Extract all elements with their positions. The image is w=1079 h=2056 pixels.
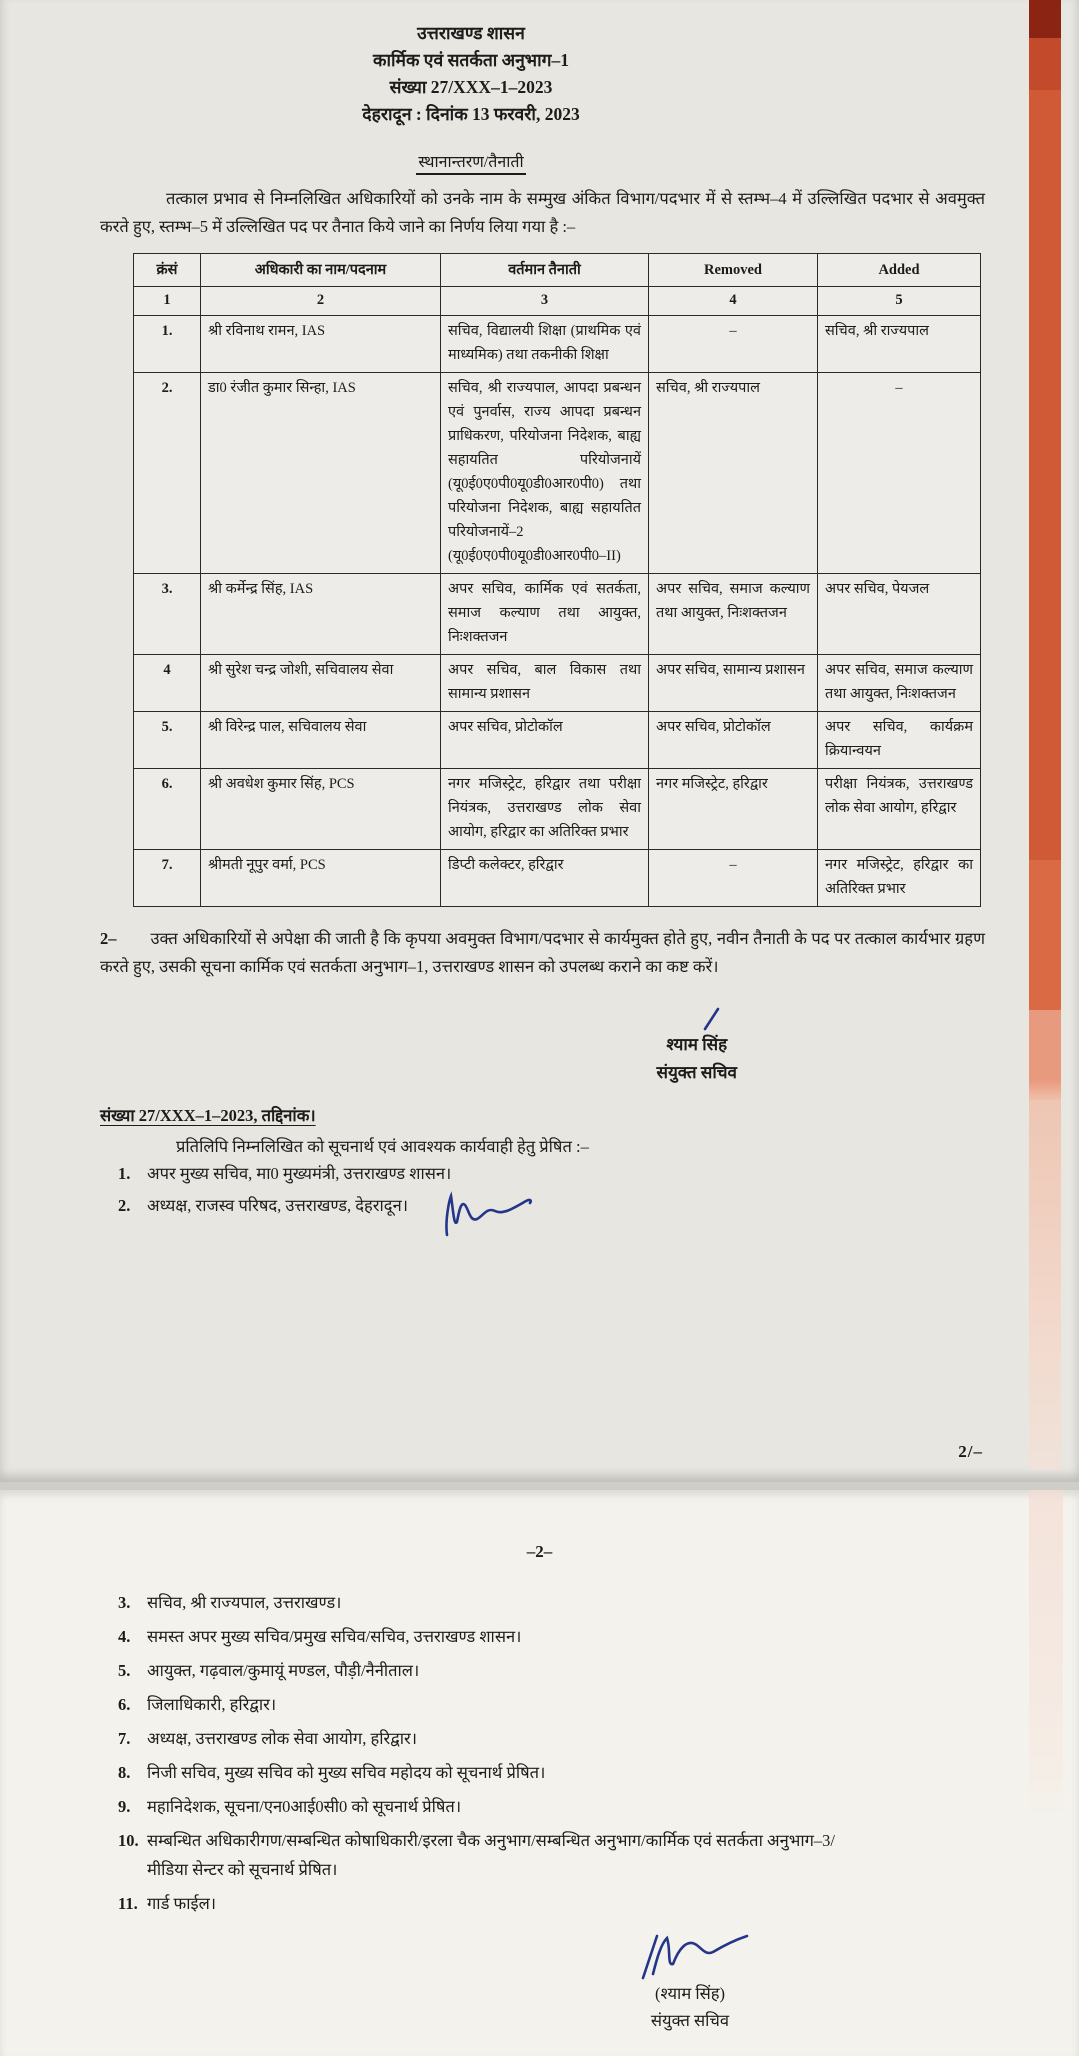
transfer-table — [133, 253, 981, 907]
row-sno: 6. — [134, 769, 201, 850]
current-posting: अपर सचिव, प्रोटोकॉल — [441, 712, 649, 769]
copy-item — [100, 1889, 979, 1918]
table-row — [134, 655, 981, 712]
page-2 — [0, 1490, 1079, 2056]
signature-squiggle-icon — [442, 1191, 538, 1239]
copy-item-number: 7. — [118, 1729, 131, 1748]
added-posting: अपर सचिव, कार्यक्रम क्रियान्वयन — [818, 712, 981, 769]
column-number-row — [134, 287, 981, 316]
col-number: 2 — [201, 287, 441, 316]
removed-posting: – — [649, 850, 818, 907]
page-corner-annotation: 2/– — [958, 1442, 983, 1461]
added-posting: – — [818, 373, 981, 574]
signature-squiggle-icon — [639, 1928, 751, 1980]
signatory-title: संयुक्त सचिव — [656, 1063, 737, 1082]
added-posting: नगर मजिस्ट्रेट, हरिद्वार का अतिरिक्त प्रभार — [818, 850, 981, 907]
opening-paragraph: तत्काल प्रभाव से निम्नलिखित अधिकारियों को उनके नाम के सम्मुख अंकित विभाग/पदभार में से स्तम्भ–4 में उल्लिखित पदभार से अवमुक्त करते हुए, स्तम्भ–5 में उल्लिखित पद पर तैनात किये जाने का निर्णय लिया गया है :– — [100, 189, 985, 236]
copy-item-text: सम्बन्धित अधिकारीगण/सम्बन्धित कोषाधिकारी/इरला चैक अनुभाग/सम्बन्धित अनुभाग/कार्मिक एवं सतर्कता अनुभाग–3/मीडिया सेन्टर को सूचनार्थ प्रेषित। — [147, 1831, 835, 1879]
copy-item-number: 11. — [118, 1894, 138, 1913]
signatory-name: (श्याम सिंह) — [654, 1984, 726, 2003]
row-sno: 2. — [134, 373, 201, 574]
removed-posting: – — [649, 316, 818, 373]
copy-item — [100, 1792, 979, 1821]
org-name: उत्तराखण्ड शासन — [417, 23, 525, 43]
closing-paragraph — [100, 925, 985, 981]
copy-item-number: 1. — [118, 1164, 131, 1183]
table-row — [134, 316, 981, 373]
copy-distribution-line: प्रतिलिपि निम्नलिखित को सूचनार्थ एवं आवश्यक कार्यवाही हेतु प्रेषित :– — [176, 1137, 589, 1156]
place-date: देहरादून : दिनांक 13 फरवरी, 2023 — [362, 104, 580, 124]
paragraph-number: 2– — [100, 929, 117, 948]
doc-header — [100, 20, 842, 128]
copy-item-number: 2. — [118, 1196, 131, 1215]
officer-name: श्री कर्मेन्द्र सिंह, IAS — [201, 574, 441, 655]
current-posting: सचिव, श्री राज्यपाल, आपदा प्रबन्धन एवं पुनर्वास, राज्य आपदा प्रबन्धन प्राधिकरण, परियोजना निदेशक, बाह्य सहायतित परियोजनायें (यू0ई0ए0पी0यू0डी0आर0पी0) तथा परियोजना निदेशक, बाह्य सहायतित परियोजनायें–2 (यू0ई0ए0पी0यू0डी0आर0पी0–II) — [441, 373, 649, 574]
officer-name: डा0 रंजीत कुमार सिन्हा, IAS — [201, 373, 441, 574]
officer-name: श्री विरेन्द्र पाल, सचिवालय सेवा — [201, 712, 441, 769]
current-posting: अपर सचिव, बाल विकास तथा सामान्य प्रशासन — [441, 655, 649, 712]
officer-name: श्री अवधेश कुमार सिंह, PCS — [201, 769, 441, 850]
added-posting: अपर सचिव, पेयजल — [818, 574, 981, 655]
copy-item-text: समस्त अपर मुख्य सचिव/प्रमुख सचिव/सचिव, उत्तराखण्ड शासन। — [147, 1627, 522, 1646]
current-posting: सचिव, विद्यालयी शिक्षा (प्राथमिक एवं माध्यमिक) तथा तकनीकी शिक्षा — [441, 316, 649, 373]
table-row — [134, 769, 981, 850]
officer-name: श्रीमती नूपुर वर्मा, PCS — [201, 850, 441, 907]
copy-item-text: अध्यक्ष, राजस्व परिषद, उत्तराखण्ड, देहरादून। — [147, 1196, 408, 1215]
removed-posting: अपर सचिव, प्रोटोकॉल — [649, 712, 818, 769]
doc-subject: स्थानान्तरण/तैनाती — [416, 150, 525, 175]
col-header-added: Added — [818, 254, 981, 287]
officer-name: श्री रविनाथ रामन, IAS — [201, 316, 441, 373]
copy-item-text: निजी सचिव, मुख्य सचिव को मुख्य सचिव महोदय को सूचनार्थ प्रेषित। — [147, 1763, 546, 1782]
copy-item-number: 4. — [118, 1627, 131, 1646]
col-number: 5 — [818, 287, 981, 316]
removed-posting: अपर सचिव, समाज कल्याण तथा आयुक्त, निःशक्तजन — [649, 574, 818, 655]
dept-name: कार्मिक एवं सतर्कता अनुभाग–1 — [373, 50, 569, 70]
col-header-current: वर्तमान तैनाती — [441, 254, 649, 287]
row-sno: 5. — [134, 712, 201, 769]
copy-item — [100, 1724, 979, 1753]
removed-posting: सचिव, श्री राज्यपाल — [649, 373, 818, 574]
row-sno: 4 — [134, 655, 201, 712]
copy-item-text: जिलाधिकारी, हरिद्वार। — [147, 1695, 277, 1714]
table-row — [134, 574, 981, 655]
page-2-content — [0, 1490, 1079, 2034]
copy-item-number: 3. — [118, 1593, 131, 1612]
current-posting: डिप्टी कलेक्टर, हरिद्वार — [441, 850, 649, 907]
closing-paragraph-text: उक्त अधिकारियों से अपेक्षा की जाती है कि कृपया अवमुक्त विभाग/पदभार से कार्यमुक्त होते हुए, नवीन तैनाती के पद पर तत्काल कार्यभार ग्रहण करते हुए, उसकी सूचना कार्मिक एवं सतर्कता अनुभाग–1, उत्तराखण्ड शासन को उपलब्ध कराने का कष्ट करें। — [100, 929, 985, 976]
signature-block-2 — [629, 1928, 751, 2034]
table-header-row — [134, 254, 981, 287]
order-number: संख्या 27/XXX–1–2023 — [389, 77, 553, 97]
current-posting: अपर सचिव, कार्मिक एवं सतर्कता, समाज कल्याण तथा आयुक्त, निःशक्तजन — [441, 574, 649, 655]
copy-item — [100, 1826, 979, 1884]
copy-item-number: 5. — [118, 1661, 131, 1680]
copy-item — [100, 1656, 979, 1685]
col-header-removed: Removed — [649, 254, 818, 287]
row-sno: 1. — [134, 316, 201, 373]
row-sno: 7. — [134, 850, 201, 907]
removed-posting: अपर सचिव, सामान्य प्रशासन — [649, 655, 818, 712]
copy-item-number: 10. — [118, 1831, 139, 1850]
copy-item — [100, 1622, 979, 1651]
subject-wrap — [100, 128, 842, 175]
signature-block-1 — [656, 1007, 737, 1087]
copy-item — [100, 1191, 985, 1239]
copy-item-text: सचिव, श्री राज्यपाल, उत्तराखण्ड। — [147, 1593, 342, 1612]
added-posting: अपर सचिव, समाज कल्याण तथा आयुक्त, निःशक्तजन — [818, 655, 981, 712]
signatory-name: श्याम सिंह — [666, 1035, 728, 1054]
copy-item-number: 9. — [118, 1797, 131, 1816]
signatory-title: संयुक्त सचिव — [650, 2011, 730, 2030]
copy-item — [100, 1690, 979, 1719]
copy-item-number: 6. — [118, 1695, 131, 1714]
officer-name: श्री सुरेश चन्द्र जोशी, सचिवालय सेवा — [201, 655, 441, 712]
table-row — [134, 373, 981, 574]
table-row — [134, 850, 981, 907]
col-number: 3 — [441, 287, 649, 316]
table-row — [134, 712, 981, 769]
copy-item — [100, 1758, 979, 1787]
copy-item — [100, 1588, 979, 1617]
pen-slash-mark-icon — [702, 1007, 722, 1031]
copy-item-number: 8. — [118, 1763, 131, 1782]
col-number: 1 — [134, 287, 201, 316]
copy-item-text: महानिदेशक, सूचना/एन0आई0सी0 को सूचनार्थ प्रेषित। — [147, 1797, 462, 1816]
copy-item-text: अपर मुख्य सचिव, मा0 मुख्यमंत्री, उत्तराखण्ड शासन। — [147, 1164, 452, 1183]
copy-item-text: गार्ड फाईल। — [147, 1894, 217, 1913]
added-posting: सचिव, श्री राज्यपाल — [818, 316, 981, 373]
added-posting: परीक्षा नियंत्रक, उत्तराखण्ड लोक सेवा आयोग, हरिद्वार — [818, 769, 981, 850]
copy-item — [100, 1159, 985, 1189]
page-number-label: –2– — [526, 1542, 553, 1561]
current-posting: नगर मजिस्ट्रेट, हरिद्वार तथा परीक्षा नियंत्रक, उत्तराखण्ड लोक सेवा आयोग, हरिद्वार का अतिरिक्त प्रभार — [441, 769, 649, 850]
copy-item-text: अध्यक्ष, उत्तराखण्ड लोक सेवा आयोग, हरिद्वार। — [147, 1729, 417, 1748]
col-number: 4 — [649, 287, 818, 316]
removed-posting: नगर मजिस्ट्रेट, हरिद्वार — [649, 769, 818, 850]
reference-line: संख्या 27/XXX–1–2023, तद्दिनांक। — [100, 1106, 316, 1125]
col-header-name: अधिकारी का नाम/पदनाम — [201, 254, 441, 287]
copy-item-text: आयुक्त, गढ़वाल/कुमायूं मण्डल, पौड़ी/नैनीताल। — [147, 1661, 420, 1680]
row-sno: 3. — [134, 574, 201, 655]
col-header-sno: क्रंसं — [134, 254, 201, 287]
